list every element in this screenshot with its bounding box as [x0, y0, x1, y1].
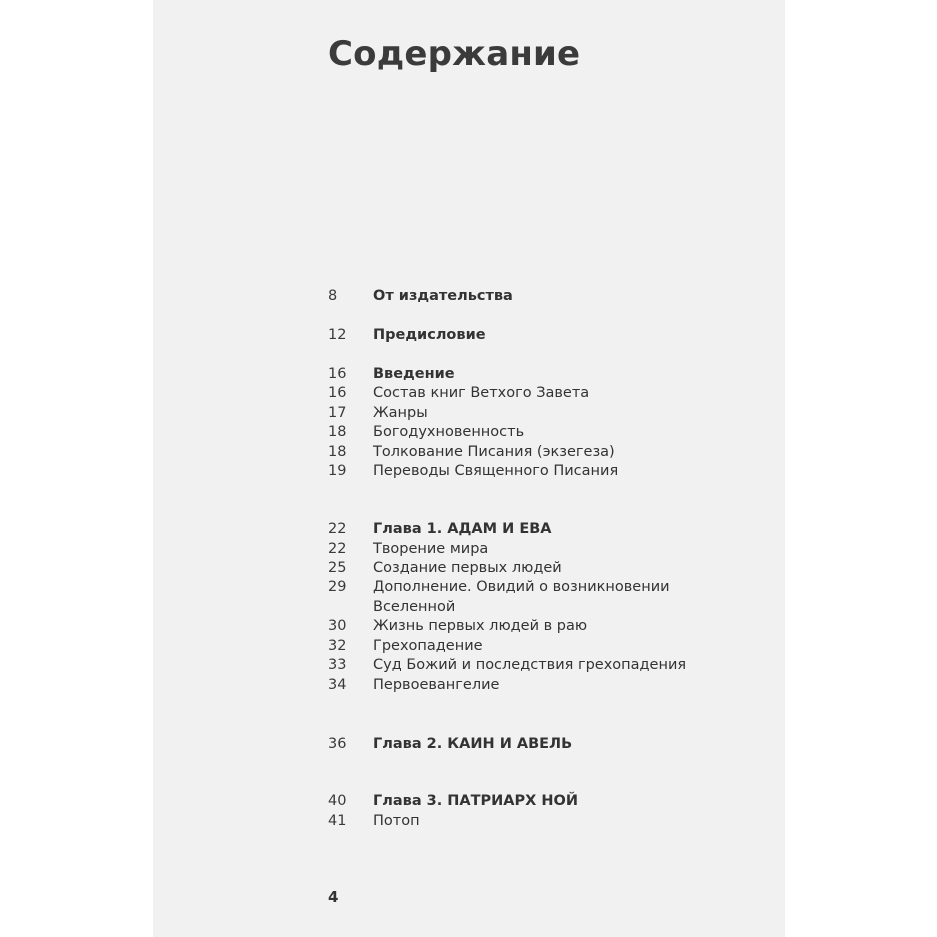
toc-page-number: 41 [328, 813, 347, 829]
toc-page-number: 17 [328, 405, 347, 421]
toc-entry [328, 404, 428, 424]
toc-entry-title: Состав книг Ветхого Завета [373, 385, 590, 401]
toc-page-number: 18 [328, 424, 347, 440]
toc-entry [328, 423, 524, 443]
toc-entry [328, 443, 615, 463]
toc-page-number: 25 [328, 560, 347, 576]
toc-entry-title: Предисловие [373, 327, 486, 343]
toc-entry-title: Толкование Писания (экзегеза) [373, 444, 615, 460]
toc-page-number: 34 [328, 677, 347, 693]
toc-entry-title: Грехопадение [373, 638, 483, 654]
toc-entry-title: Жизнь первых людей в раю [373, 618, 588, 634]
toc-page-number: 12 [328, 327, 347, 343]
toc-entry [328, 637, 483, 657]
toc-entry-title: Богодухновенность [373, 424, 525, 440]
toc-entry-title: Переводы Священного Писания [373, 463, 619, 479]
toc-entry [328, 365, 455, 385]
toc-page-number: 29 [328, 579, 347, 595]
toc-entry-title: Творение мира [373, 541, 489, 557]
toc-entry-title: Дополнение. Овидий о возникновении Вселенной [373, 579, 670, 615]
toc-entry [328, 656, 686, 676]
toc-entry-title: Глава 1. АДАМ И ЕВА [373, 521, 552, 537]
toc-page-number: 22 [328, 521, 347, 537]
toc-entry [328, 326, 486, 346]
toc-entry-title: Жанры [373, 405, 428, 421]
toc-page-number: 8 [328, 288, 338, 304]
toc-entry [328, 287, 513, 307]
toc-entry [328, 812, 420, 832]
toc-page-number: 22 [328, 541, 347, 557]
toc-entry [328, 540, 488, 560]
toc-page-number: 16 [328, 385, 347, 401]
toc-page-number: 16 [328, 366, 347, 382]
page-number: 4 [328, 888, 339, 906]
toc-entry-title: Глава 2. КАИН И АВЕЛЬ [373, 736, 573, 752]
toc-page-number: 40 [328, 793, 347, 809]
toc-entry-title: Потоп [373, 813, 420, 829]
toc-entry [328, 559, 562, 579]
toc-entry-title: От издательства [373, 288, 513, 304]
page-title: Содержание [328, 34, 581, 74]
toc-entry [328, 617, 587, 637]
toc-page-number: 32 [328, 638, 347, 654]
toc-entry-title: Суд Божий и последствия грехопадения [373, 657, 687, 673]
book-page [153, 0, 785, 937]
toc-entry-title: Создание первых людей [373, 560, 562, 576]
toc-entry [328, 578, 733, 617]
toc-entry-title: Первоевангелие [373, 677, 500, 693]
toc-entry-title: Введение [373, 366, 455, 382]
toc-entry-title: Глава 3. ПАТРИАРХ НОЙ [373, 793, 578, 809]
toc-entry [328, 462, 618, 482]
toc-entry [328, 735, 572, 755]
toc-entry [328, 676, 499, 696]
toc-page-number: 33 [328, 657, 347, 673]
toc-page-number: 30 [328, 618, 347, 634]
toc-entry [328, 792, 578, 812]
toc-page-number: 36 [328, 736, 347, 752]
toc-page-number: 19 [328, 463, 347, 479]
toc-entry [328, 520, 552, 540]
toc-page-number: 18 [328, 444, 347, 460]
toc-entry [328, 384, 589, 404]
